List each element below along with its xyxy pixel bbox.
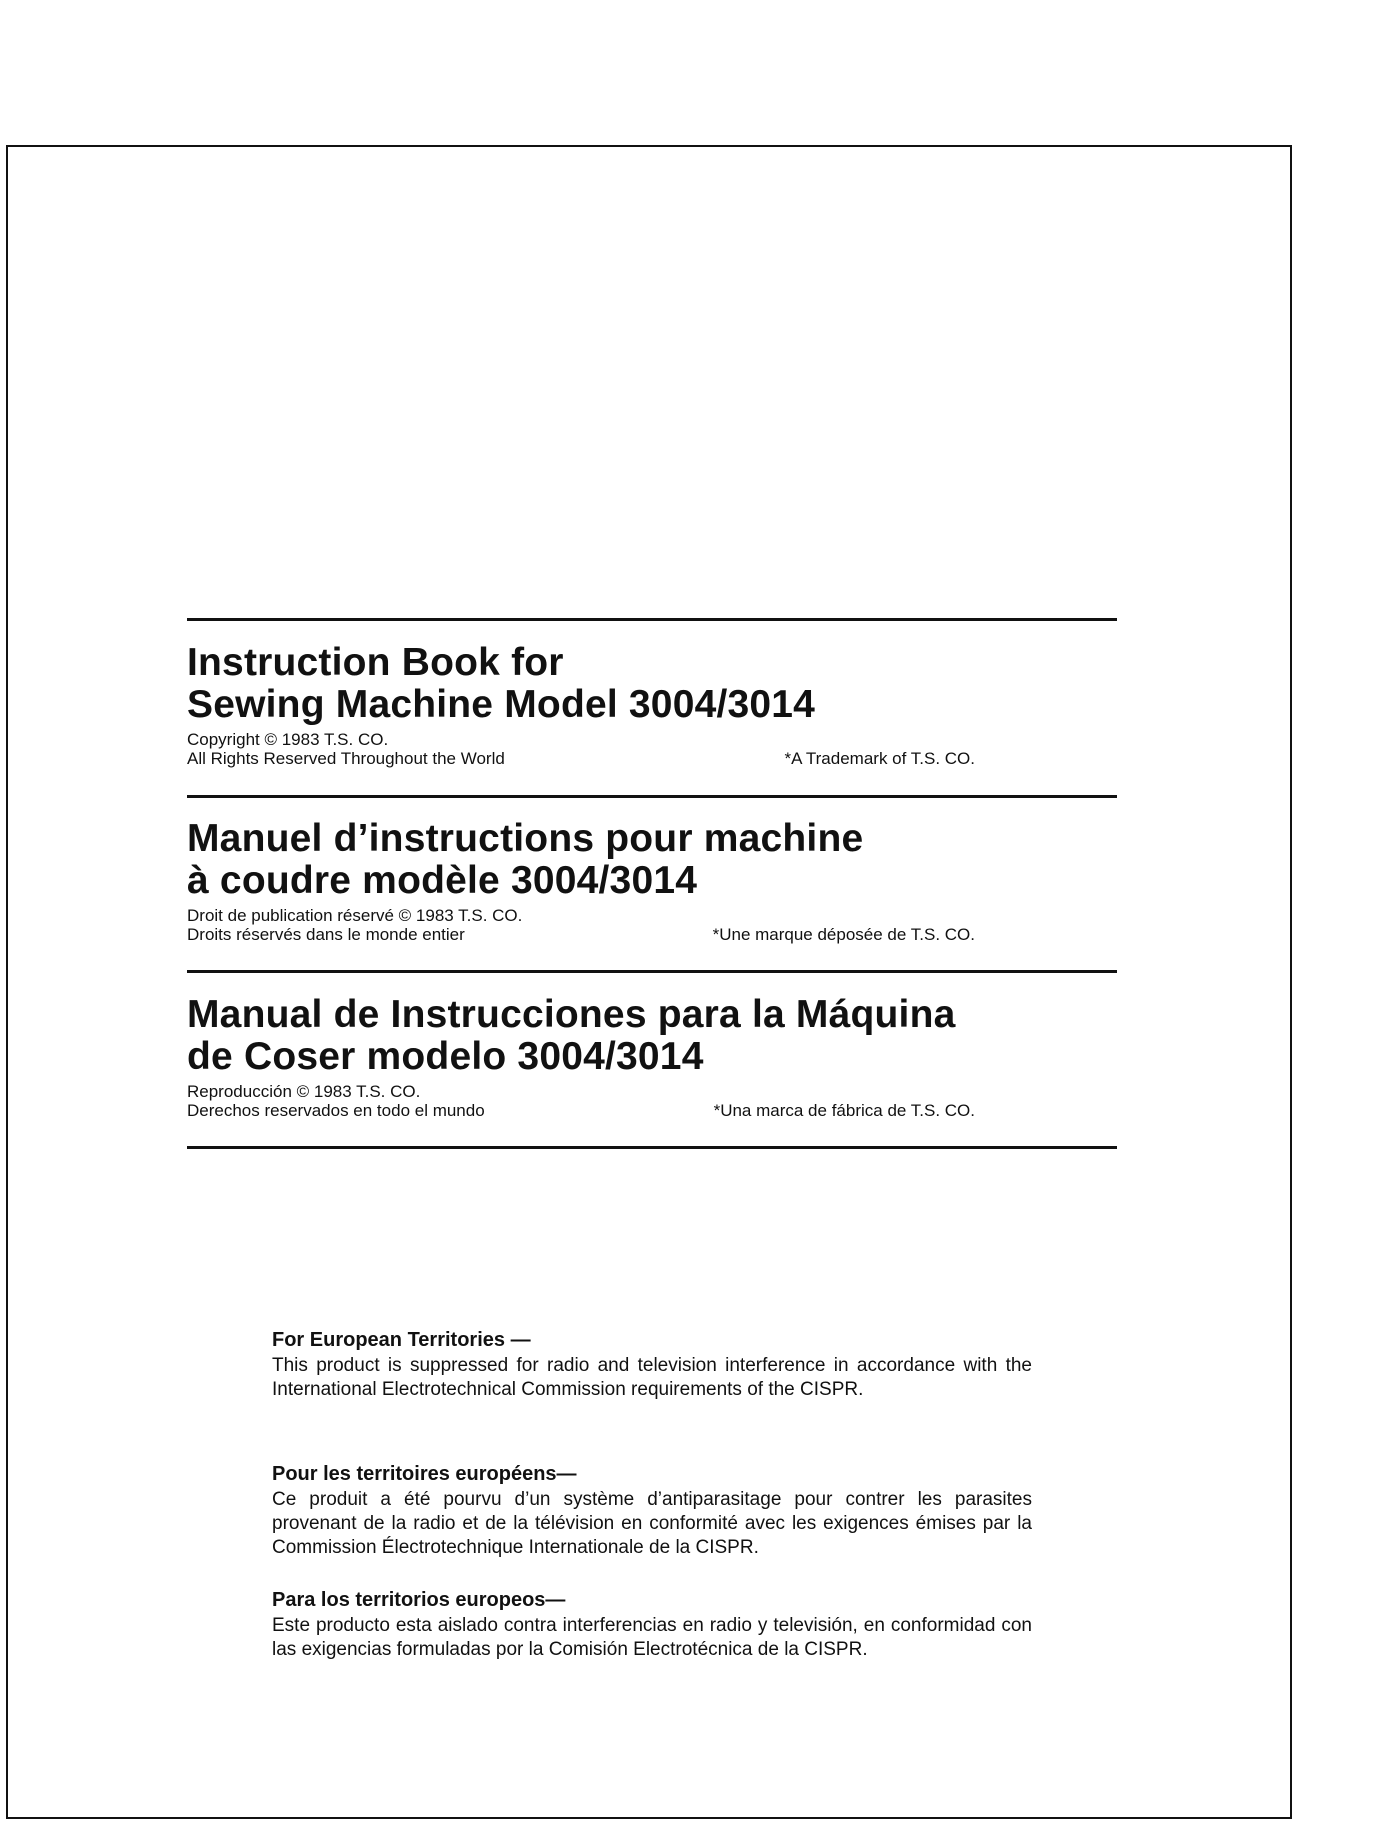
spanish-meta (187, 1082, 1117, 1120)
notice-english-body: This product is suppressed for radio and television interference in accordance with the International Electrotechnical Commission requirements of the CISPR. (272, 1355, 1032, 1400)
divider-french-spanish (187, 970, 1117, 973)
notice-french-heading: Pour les territoires européens— (272, 1463, 577, 1485)
english-meta (187, 730, 1117, 768)
english-rights: All Rights Reserved Throughout the World (187, 749, 505, 768)
notice-english-heading: For European Territories — (272, 1329, 531, 1351)
spanish-rights: Derechos reservados en todo el mundo (187, 1101, 485, 1120)
spanish-title-line2: de Coser modelo 3004/3014 (187, 1035, 704, 1078)
french-title-line2: à coudre modèle 3004/3014 (187, 859, 698, 902)
divider-top (187, 618, 1117, 621)
spanish-title-line1: Manual de Instrucciones para la Máquina (187, 993, 956, 1036)
page-border (6, 145, 1292, 1819)
spanish-title-block (187, 994, 1117, 1120)
english-title-line2: Sewing Machine Model 3004/3014 (187, 683, 816, 726)
spanish-trademark: *Una marca de fábrica de T.S. CO. (713, 1101, 975, 1120)
spanish-title (187, 994, 1117, 1078)
english-copyright: Copyright © 1983 T.S. CO. (187, 730, 389, 749)
english-title-line1: Instruction Book for (187, 641, 564, 684)
french-trademark: *Une marque déposée de T.S. CO. (712, 925, 975, 944)
notice-french-body: Ce produit a été pourvu d’un système d’antiparasitage pour contrer les parasites provenant de la radio et de la télévision en conformité avec les exigences émises par la Commission Électrotechnique Internationale de la CISPR. (272, 1489, 1032, 1558)
french-title-block (187, 818, 1117, 944)
notice-spanish (272, 1588, 1032, 1662)
notice-spanish-body: Este producto esta aislado contra interferencias en radio y televisión, en conformidad con las exigencias formuladas por la Comisión Electrotécnica de la CISPR. (272, 1615, 1032, 1660)
french-rights: Droits réservés dans le monde entier (187, 925, 465, 944)
divider-english-french (187, 795, 1117, 798)
french-title (187, 818, 1117, 902)
french-meta (187, 906, 1117, 944)
english-trademark: *A Trademark of T.S. CO. (784, 749, 975, 768)
spanish-copyright: Reproducción © 1983 T.S. CO. (187, 1082, 421, 1101)
english-title-block (187, 642, 1117, 768)
notice-spanish-heading: Para los territorios europeos— (272, 1589, 566, 1611)
french-copyright: Droit de publication réservé © 1983 T.S. CO. (187, 906, 523, 925)
notice-english (272, 1328, 1032, 1402)
french-title-line1: Manuel d’instructions pour machine (187, 817, 864, 860)
notice-french (272, 1462, 1032, 1560)
divider-bottom (187, 1146, 1117, 1149)
english-title (187, 642, 1117, 726)
